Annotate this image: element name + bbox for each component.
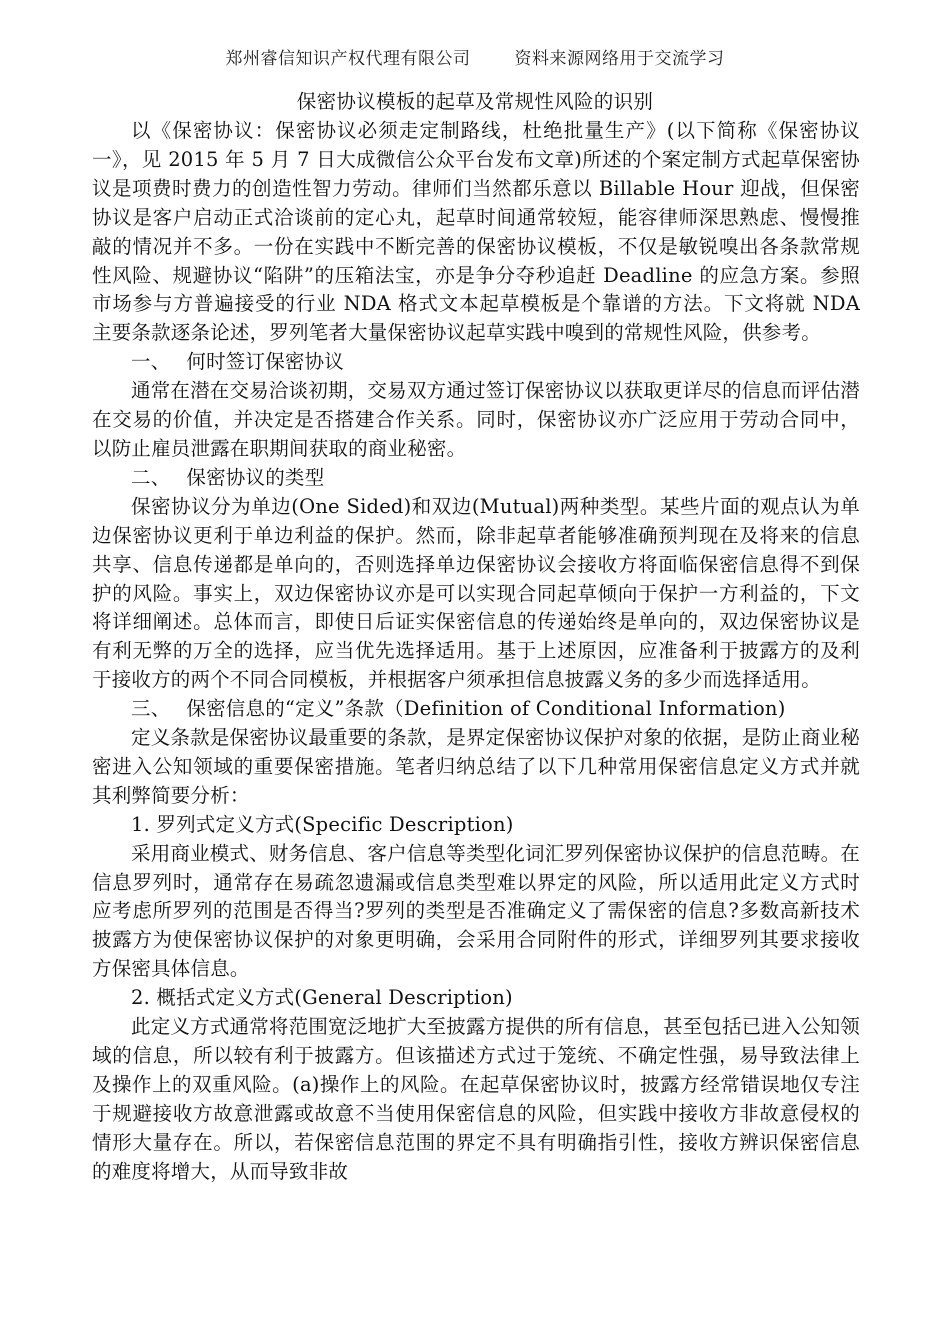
method-1-heading: 1. 罗列式定义方式(Specific Description) bbox=[131, 812, 514, 836]
section-3-paragraph: 定义条款是保密协议最重要的条款，是界定保密协议保护对象的依据，是防止商业秘密进入公知领域的重要保密措施。笔者归纳总结了以下几种常用保密信息定义方式并就其利弊简要分析： bbox=[92, 726, 860, 807]
section-number: 一、 bbox=[131, 350, 171, 374]
section-heading-3 bbox=[92, 695, 860, 724]
method-2-paragraph: 此定义方式通常将范围宽泛地扩大至披露方提供的所有信息，甚至包括已进入公知领域的信息，所以较有利于披露方。但该描述方式过于笼统、不确定性强，易导致法律上及操作上的双重风险。(a)操作上的风险。在起草保密协议时，披露方经常错误地仅专注于规避接收方故意泄露或故意不当使用保密信息的风险，但实践中接收方非故意侵权的情形大量存在。所以，若保密信息范围的界定不具有明确指引性，接收方辨识保密信息的难度将增大，从而导致非故 bbox=[92, 1015, 860, 1183]
header-note: 资料来源网络用于交流学习 bbox=[514, 49, 725, 69]
section-number: 三、 bbox=[131, 697, 171, 721]
document-title: 保密协议模板的起草及常规性风险的识别 bbox=[296, 90, 654, 113]
section-1-paragraph: 通常在潜在交易洽谈初期，交易双方通过签订保密协议以获取更详尽的信息而评估潜在交易的价值，并决定是否搭建合作关系。同时，保密协议亦广泛应用于劳动合同中，以防止雇员泄露在职期间获取的商业秘密。 bbox=[92, 379, 860, 460]
section-title: 保密协议的类型 bbox=[186, 465, 325, 489]
section-number: 二、 bbox=[131, 465, 171, 489]
section-title: 保密信息的“定义”条款（Definition of Conditional Information) bbox=[186, 697, 786, 721]
document-body bbox=[92, 117, 860, 1187]
intro-paragraph: 以《保密协议：保密协议必须走定制路线，杜绝批量生产》(以下简称《保密协议一》，见 2015 年 5 月 7 日大成微信公众平台发布文章)所述的个案定制方式起草保密协议是项费时费力的创造性智力劳动。律师们当然都乐意以 Billable Hour 迎战，但保密协议是客户启动正式洽谈前的定心丸，起草时间通常较短，能容律师深思熟虑、慢慢推敲的情况并不多。一份在实践中不断完善的保密协议模板，不仅是敏锐嗅出各条款常规性风险、规避协议“陷阱”的压箱法宝，亦是争分夺秒追赶 Deadline 的应急方案。参照市场参与方普遍接受的行业 NDA 格式文本起草模板是个靠谱的方法。下文将就 NDA 主要条款逐条论述，罗列笔者大量保密协议起草实践中嗅到的常规性风险，供参考。 bbox=[92, 119, 860, 345]
section-2-paragraph: 保密协议分为单边(One Sided)和双边(Mutual)两种类型。某些片面的观点认为单边保密协议更利于单边利益的保护。然而，除非起草者能够准确预判现在及将来的信息共享、信息传递都是单向的，否则选择单边保密协议会接收方将面临保密信息得不到保护的风险。事实上，双边保密协议亦是可以实现合同起草倾向于保护一方利益的，下文将详细阐述。总体而言，即使日后证实保密信息的传递始终是单向的，双边保密协议是有利无弊的万全的选择，应当优先选择适用。基于上述原因，应准备利于披露方的及利于接收方的两个不同合同模板，并根据客户须承担信息披露义务的多少而选择适用。 bbox=[92, 494, 860, 692]
section-heading-2 bbox=[92, 464, 860, 493]
section-heading-1 bbox=[92, 348, 860, 377]
page-header bbox=[0, 44, 950, 69]
method-1-paragraph: 采用商业模式、财务信息、客户信息等类型化词汇罗列保密协议保护的信息范畴。在信息罗列时，通常存在易疏忽遗漏或信息类型难以界定的风险，所以适用此定义方式时应考虑所罗列的范围是否得当?罗列的类型是否准确定义了需保密的信息?多数高新技术披露方为使保密协议保护的对象更明确，会采用合同附件的形式，详细罗列其要求接收方保密具体信息。 bbox=[92, 841, 860, 981]
method-2-heading: 2. 概括式定义方式(General Description) bbox=[131, 986, 513, 1010]
section-title: 何时签订保密协议 bbox=[186, 350, 345, 374]
header-company: 郑州睿信知识产权代理有限公司 bbox=[225, 49, 471, 69]
